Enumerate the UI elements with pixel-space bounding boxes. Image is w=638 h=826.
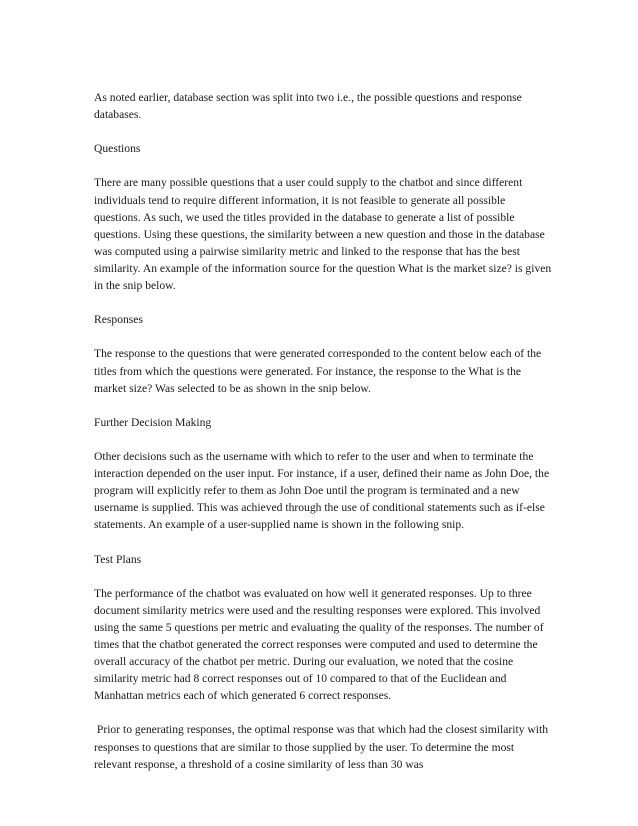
heading-responses: Responses [94, 313, 143, 327]
paragraph-further-decision-making: Other decisions such as the username with which to refer to the user and when to terminate the interaction depended on the user input. For instance, if a user, defined their name as John Doe, the program will explicitly refer to them as John Doe until the program is terminated and a new username is supplied. This was achieved through the use of conditional statements such as if-else statements. An example of a user-supplied name is shown in the following snip. [94, 449, 550, 532]
paragraph-test-plans: The performance of the chatbot was evaluated on how well it generated responses. Up to three document similarity metrics were used and the resulting responses were explored. This involved using the same 5 questions per metric and evaluating the quality of the responses. The number of times that the chatbot generated the correct responses were computed and used to determine the overall accuracy of the chatbot per metric. During our evaluation, we noted that the cosine similarity metric had 8 correct responses out of 10 compared to that of the Euclidean and Manhattan metrics each of which generated 6 correct responses. [94, 586, 544, 703]
paragraph-prior-to-generating: Prior to generating responses, the optimal response was that which had the closest similarity with responses to questions that are similar to those supplied by the user. To determine the most relevant response, a threshold of a cosine similarity of less than 30 was [94, 723, 551, 771]
heading-questions: Questions [94, 142, 141, 156]
heading-further-decision-making: Further Decision Making [94, 415, 212, 429]
paragraph-database-split: As noted earlier, database section was split into two i.e., the possible questions and response databases. [94, 91, 522, 122]
paragraph-questions: There are many possible questions that a user could supply to the chatbot and since different individuals tend to require different information, it is not feasible to generate all possible questions. As such, we used the titles provided in the database to generate a list of possible questions. Using these questions, the similarity between a new question and those in the database was computed using a pairwise similarity metric and linked to the response that has the best similarity. An example of the information source for the question What is the market size? is given in the snip below. [94, 176, 552, 293]
paragraph-responses: The response to the questions that were generated corresponded to the content below each of the titles from which the questions were generated. For instance, the response to the What is the market size? Was selected to be as shown in the snip below. [94, 347, 542, 395]
heading-test-plans: Test Plans [94, 552, 142, 566]
document-body [94, 89, 554, 790]
